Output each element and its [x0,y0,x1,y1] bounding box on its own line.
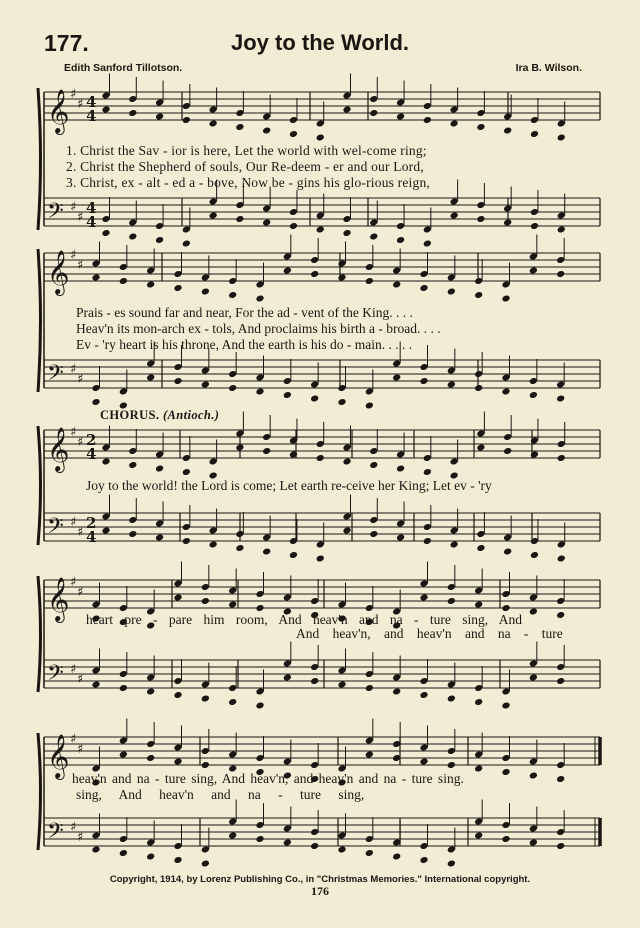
treble-clef-icon: 𝄞 [47,427,70,471]
note-head [530,551,539,559]
sharp-icon: ♯ [77,372,84,387]
sharp-icon: ♯ [77,97,84,112]
sharp-icon: ♯ [70,425,77,440]
system-brace [38,426,41,545]
note-head [501,701,510,709]
note-head [530,130,539,138]
note-head [419,856,428,864]
sharp-icon: ♯ [70,575,77,590]
note-head [155,112,164,120]
note-head [201,287,210,295]
note-head [262,547,271,555]
note-head [173,856,182,864]
note-head [289,130,298,138]
note-head [316,454,325,462]
note-head [557,554,566,562]
copyright-notice: Copyright, 1914, by Lorenz Publishing Co., in "Christmas Memories." International copyright. [109,874,531,885]
hymn-number: 177. [44,30,89,56]
note-head [556,611,565,619]
note-head [337,680,346,688]
note-head [128,530,137,538]
note-head [91,680,100,688]
note-head [447,597,456,605]
note-head [419,284,428,292]
sharp-icon: ♯ [70,515,77,530]
chorus-label [100,408,219,423]
note-head [173,691,182,699]
note-head [419,691,428,699]
note-head [255,387,264,395]
sharp-icon: ♯ [70,662,77,677]
note-head [557,133,566,141]
author-credit: Edith Sanford Tillotson. [64,62,183,74]
note-head [316,554,325,562]
note-head [101,105,110,113]
note-head [392,687,401,695]
note-head [476,544,485,552]
time-signature-bottom: 4 [86,528,97,546]
note-head [283,266,292,274]
sharp-icon: ♯ [77,742,84,757]
note-head [365,277,374,285]
sharp-icon: ♯ [77,525,84,540]
verse-continuation-1: Prais - es sound far and near, For the ad - vent of the King. . . . [76,305,413,320]
sharp-icon: ♯ [77,830,84,845]
note-head [476,443,485,451]
note-head [128,232,137,240]
note-head [209,119,218,127]
note-head [423,537,432,545]
system-brace [38,576,41,692]
sharp-icon: ♯ [77,258,84,273]
chorus-lyric-3: heav'n and na - ture sing, And heav'n, and heav'n and na - ture sing. [72,771,464,786]
bass-clef-icon: 𝄢 [47,819,64,849]
note-head [283,838,292,846]
note-head [228,291,237,299]
note-head [201,761,210,769]
sharp-icon: ♯ [77,585,84,600]
sharp-icon: ♯ [70,362,77,377]
note-head [419,377,428,385]
note-head [173,593,182,601]
note-head [423,239,432,247]
composer-credit: Ira B. Wilson. [515,62,582,74]
note-head [182,537,191,545]
note-head [474,291,483,299]
treble-clef-icon: 𝄞 [47,577,70,621]
sharp-icon: ♯ [77,210,84,225]
note-head [155,464,164,472]
note-head [316,133,325,141]
bass-clef-icon: 𝄢 [47,514,64,544]
note-head [128,461,137,469]
note-head [209,540,218,548]
note-head [392,852,401,860]
sharp-icon: ♯ [77,435,84,450]
note-head [474,698,483,706]
note-head [529,266,538,274]
sharp-icon: ♯ [70,87,77,102]
note-head [209,211,218,219]
note-head [530,222,539,230]
note-head [182,239,191,247]
system-brace [38,88,41,230]
verse-continuation-2: Heav'n its mon-arch ex - tols, And proclaims his birth a - broad. . . . [76,321,441,336]
chorus-heading: CHORUS. [100,408,160,422]
time-signature-top: 4 [86,93,97,111]
note-head [289,551,298,559]
note-head [316,225,325,233]
time-signature-bottom: 4 [86,213,97,231]
note-head [447,859,456,867]
note-head [201,597,210,605]
note-head [450,119,459,127]
note-head [155,236,164,244]
note-head [503,218,512,226]
note-head [310,394,319,402]
note-head [201,380,210,388]
hymn-title: Joy to the World. [230,30,410,55]
note-head [119,849,128,857]
note-head [529,838,538,846]
note-head [474,831,483,839]
note-head [146,687,155,695]
verse-line-3: 3. Christ, ex - alt - ed a - bove, Now be - gins his glo-rious reign, [66,175,430,190]
time-signature-bottom: 4 [86,107,97,125]
note-head [556,394,565,402]
note-head [146,280,155,288]
note-head [369,232,378,240]
note-head [119,684,128,692]
note-head [396,464,405,472]
bass-clef-icon: 𝄢 [47,661,64,691]
note-head [255,604,264,612]
note-head [365,849,374,857]
treble-clef-icon: 𝄞 [47,89,70,133]
chorus-lyric-2: heart pre - pare him room, And heav'n and na - ture sing, And [86,612,522,627]
note-head [392,280,401,288]
chorus-lyric-1: Joy to the world! the Lord is come; Let earth re-ceive her King; Let ev - 'ry [86,478,492,493]
system-brace [38,249,41,392]
note-head [91,398,100,406]
chorus-tune-name: (Antioch.) [162,408,220,422]
note-head [447,761,456,769]
note-head [556,677,565,685]
note-head [556,270,565,278]
note-head [501,768,510,776]
system-brace [38,733,41,850]
note-head [419,593,428,601]
sharp-icon: ♯ [77,672,84,687]
note-head [529,673,538,681]
page-number: 176 [311,884,329,898]
note-head [337,845,346,853]
note-head [529,391,538,399]
note-head [503,547,512,555]
note-head [146,373,155,381]
note-head [182,468,191,476]
note-head [396,533,405,541]
note-head [396,112,405,120]
note-head [101,457,110,465]
note-head [529,607,538,615]
note-head [310,270,319,278]
note-head [342,457,351,465]
note-head [501,604,510,612]
note-head [474,764,483,772]
note-head [556,775,565,783]
note-head [91,273,100,281]
note-head [235,123,244,131]
note-head [342,229,351,237]
sharp-icon: ♯ [70,820,77,835]
note-head [529,771,538,779]
note-head [228,600,237,608]
note-head [173,757,182,765]
note-head [419,757,428,765]
note-head [447,694,456,702]
note-head [119,750,128,758]
note-head [235,443,244,451]
note-head [557,225,566,233]
note-head [235,215,244,223]
note-head [501,387,510,395]
note-head [501,835,510,843]
note-head [503,447,512,455]
note-head [182,116,191,124]
note-head [501,294,510,302]
note-head [557,454,566,462]
time-signature-top: 2 [86,514,97,532]
note-head [91,845,100,853]
time-signature-top: 4 [86,199,97,217]
bass-clef-icon: 𝄢 [47,361,64,391]
note-head [530,450,539,458]
note-head [369,530,378,538]
note-head [396,236,405,244]
note-head [474,384,483,392]
note-head [289,222,298,230]
note-head [450,211,459,219]
note-head [447,380,456,388]
sharp-icon: ♯ [70,200,77,215]
note-head [365,401,374,409]
note-head [476,123,485,131]
note-head [503,126,512,134]
note-head [337,273,346,281]
note-head [450,540,459,548]
note-head [146,754,155,762]
note-head [447,287,456,295]
time-signature-bottom: 4 [86,445,97,463]
note-head [228,384,237,392]
note-head [173,284,182,292]
note-head [255,701,264,709]
note-head [146,852,155,860]
note-head [310,677,319,685]
note-head [101,229,110,237]
note-head [392,373,401,381]
sharp-icon: ♯ [70,732,77,747]
note-head [283,673,292,681]
note-head [228,698,237,706]
note-head [342,105,351,113]
note-head [228,831,237,839]
note-head [119,277,128,285]
note-head [255,294,264,302]
bass-clef-icon: 𝄢 [47,199,64,229]
note-head [476,215,485,223]
note-head [235,544,244,552]
treble-clef-icon: 𝄞 [47,734,70,778]
note-head [262,218,271,226]
verse-continuation-3: Ev - 'ry heart is his throne, And the earth is his do - main. . . . . [76,337,413,352]
verse-line-1: 1. Christ the Sav - ior is here, Let the world with wel-come ring; [66,143,427,158]
note-head [155,533,164,541]
note-head [173,377,182,385]
note-head [556,842,565,850]
note-head [101,526,110,534]
note-head [201,859,210,867]
note-head [310,842,319,850]
note-head [369,109,378,117]
note-head [474,600,483,608]
note-head [283,391,292,399]
note-head [262,126,271,134]
treble-clef-icon: 𝄞 [47,250,70,294]
note-head [423,116,432,124]
note-head [365,750,374,758]
note-head [201,694,210,702]
note-head [369,461,378,469]
chorus-lyric-2-bass: And heav'n, and heav'n and na - ture [296,626,563,641]
sharp-icon: ♯ [70,248,77,263]
chorus-lyric-3-bass: sing, And heav'n and na - ture sing, [76,787,365,802]
note-head [262,447,271,455]
note-head [255,835,264,843]
note-head [423,468,432,476]
note-head [289,450,298,458]
note-head [337,398,346,406]
time-signature-top: 2 [86,431,97,449]
note-head [128,109,137,117]
note-head [342,526,351,534]
verse-line-2: 2. Christ the Shepherd of souls, Our Re-deem - er and our Lord, [66,159,424,174]
note-head [365,684,374,692]
